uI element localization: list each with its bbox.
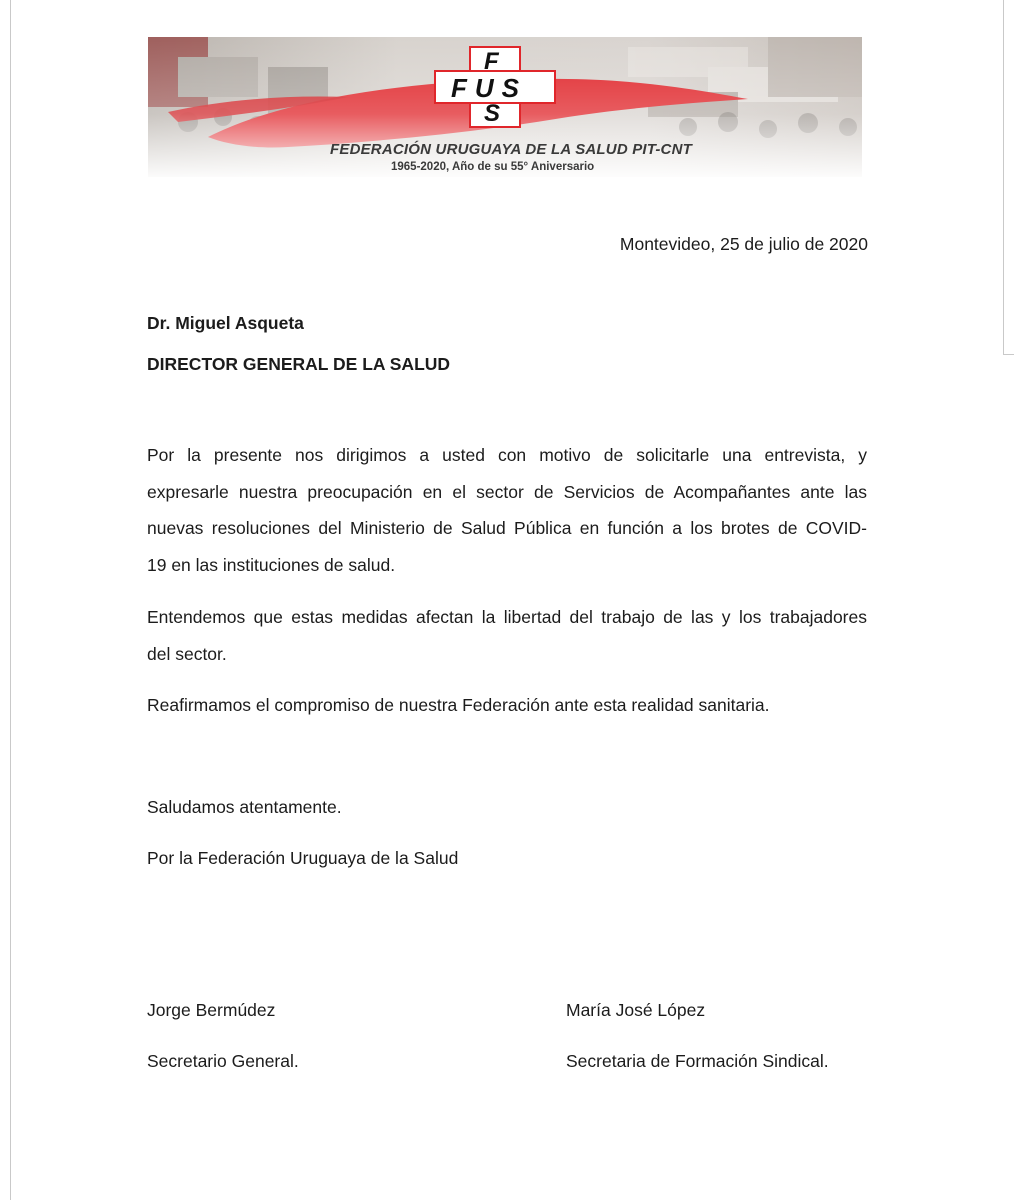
body-paragraph-3 bbox=[147, 687, 867, 724]
page-edge-right bbox=[1003, 0, 1004, 355]
signatory-role: Secretario General. bbox=[147, 1051, 299, 1071]
signatory-name: Jorge Bermúdez bbox=[147, 1000, 276, 1020]
page-edge-corner bbox=[1003, 354, 1014, 355]
anniversary-caption: 1965-2020, Año de su 55° Aniversario bbox=[391, 161, 595, 173]
paragraph-line: Entendemos que estas medidas afectan la libertad del trabajo de las y los trabajadores bbox=[147, 607, 867, 627]
closing-organization: Por la Federación Uruguaya de la Salud bbox=[147, 848, 459, 868]
paragraph-line: Reafirmamos el compromiso de nuestra Federación ante esta realidad sanitaria. bbox=[147, 695, 770, 715]
recipient-name: Dr. Miguel Asqueta bbox=[147, 313, 304, 333]
paragraph-line: Por la presente nos dirigimos a usted con motivo de solicitarle una entrevista, y bbox=[147, 445, 867, 465]
paragraph-line: 19 en las instituciones de salud. bbox=[147, 554, 396, 575]
logo-letter-bottom: S bbox=[484, 100, 501, 127]
body-paragraph-2 bbox=[147, 599, 867, 672]
organization-name: FEDERACIÓN URUGUAYA DE LA SALUD PIT-CNT bbox=[330, 141, 692, 158]
paragraph-line: nuevas resoluciones del Ministerio de Salud Pública en función a los brotes de COVID- bbox=[147, 518, 867, 538]
signatory-name: María José López bbox=[566, 1000, 706, 1020]
closing-salutation: Saludamos atentamente. bbox=[147, 797, 342, 817]
recipient-title: DIRECTOR GENERAL DE LA SALUD bbox=[147, 354, 451, 374]
logo-letter-top: F bbox=[484, 48, 499, 75]
signatory-role: Secretaria de Formación Sindical. bbox=[566, 1051, 829, 1071]
paragraph-line: del sector. bbox=[147, 643, 227, 664]
letter-date: Montevideo, 25 de julio de 2020 bbox=[619, 234, 868, 254]
page-edge-left bbox=[10, 0, 11, 1200]
logo-letters-middle: FUS bbox=[451, 73, 527, 103]
body-paragraph-1 bbox=[147, 437, 867, 583]
paragraph-line: expresarle nuestra preocupación en el sector de Servicios de Acompañantes ante las bbox=[147, 481, 867, 502]
